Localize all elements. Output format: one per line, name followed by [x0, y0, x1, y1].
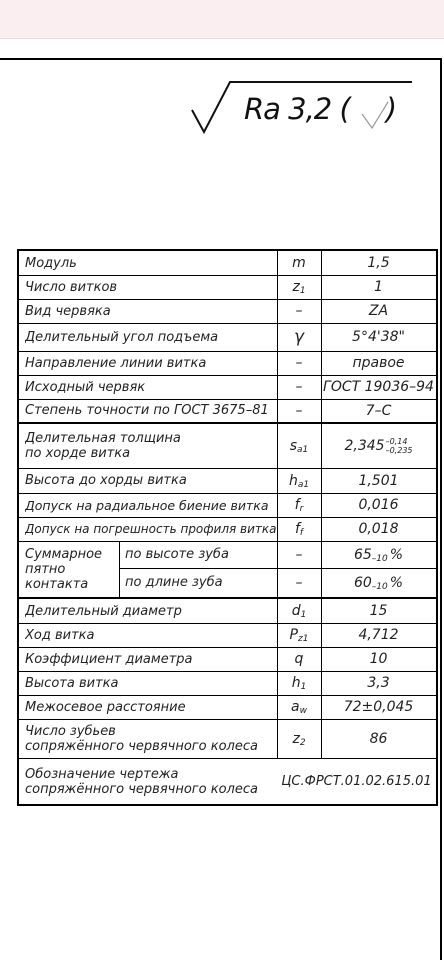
- param-value: 2,345 –0,14 –0,235: [344, 437, 413, 455]
- param-value: 0,018: [358, 521, 399, 537]
- param-name: Коэффициент диаметра: [25, 651, 193, 667]
- param-subname: по длине зуба: [125, 575, 223, 590]
- param-value: 4,712: [358, 627, 399, 643]
- param-name: Число зубьев сопряжённого червячного колеса: [25, 723, 258, 754]
- param-name: Степень точности по ГОСТ 3675–81: [25, 403, 269, 418]
- param-value: 65 –10 %: [353, 546, 404, 564]
- param-symbol: –: [295, 303, 303, 319]
- param-name: Допуск на радиальное биение витка: [25, 497, 269, 513]
- param-symbol: f f: [294, 521, 304, 538]
- param-name: Число витков: [25, 279, 118, 295]
- param-symbol: –: [295, 355, 303, 371]
- param-name: Модуль: [25, 255, 77, 271]
- param-symbol: –: [295, 402, 303, 419]
- param-name: Вид червяка: [25, 303, 111, 319]
- param-symbol: m: [292, 255, 306, 271]
- param-symbol: z 1: [292, 279, 306, 296]
- param-symbol: q: [294, 651, 304, 667]
- param-symbol: –: [295, 574, 303, 591]
- param-name: Делительная толщина по хорде витка: [25, 431, 181, 461]
- param-value: 7–С: [365, 402, 392, 419]
- param-symbol: h a1: [288, 472, 310, 490]
- param-name: Делительный угол подъема: [25, 329, 219, 345]
- param-name: Межосевое расстояние: [25, 699, 186, 715]
- contact-patch-label: Суммарное пятно контакта: [25, 546, 103, 592]
- param-value: 1,5: [367, 255, 390, 271]
- param-symbol: a w: [291, 699, 307, 716]
- param-value: 3,3: [367, 675, 390, 691]
- param-name: Высота до хорды витка: [25, 473, 187, 488]
- param-value: 5°4'38": [352, 329, 405, 345]
- param-name: Делительный диаметр: [25, 603, 182, 619]
- drawing-number: ЦС.ФРСТ.01.02.615.01: [281, 774, 432, 789]
- param-symbol: z 2: [292, 730, 306, 748]
- roughness-tail: ): [385, 92, 397, 126]
- param-value: ГОСТ 19036–94: [323, 379, 434, 395]
- param-value: 10: [369, 651, 388, 667]
- param-name: Обозначение чертежа сопряжённого червячного колеса: [25, 766, 258, 797]
- param-symbol: d 1: [291, 603, 307, 620]
- param-symbol: –: [295, 546, 303, 563]
- param-symbol: h 1: [291, 675, 307, 692]
- worm-parameters-table: [17, 249, 438, 806]
- param-name: Исходный червяк: [25, 379, 146, 395]
- param-value: 60 –10 %: [353, 574, 404, 592]
- param-value: ZA: [368, 303, 389, 319]
- param-symbol: P z1: [289, 627, 309, 644]
- param-name: Допуск на погрешность профиля витка: [25, 521, 277, 536]
- roughness-label: [244, 92, 396, 126]
- param-value: 1,501: [358, 472, 399, 489]
- param-value: 1: [374, 279, 383, 295]
- param-value: 0,016: [358, 497, 399, 513]
- roughness-value: Ra 3,2 (: [244, 92, 350, 126]
- param-subname: по высоте зуба: [125, 547, 229, 562]
- param-value: 86: [369, 730, 388, 747]
- param-value: правое: [352, 355, 405, 371]
- column-divider: [119, 541, 120, 597]
- param-value: 72±0,045: [343, 699, 414, 715]
- param-name: Направление линии витка: [25, 355, 207, 371]
- param-name: Ход витка: [25, 627, 95, 643]
- browser-top-bar: [0, 0, 444, 39]
- param-symbol: s a1: [289, 438, 309, 455]
- param-name: Высота витка: [25, 675, 119, 691]
- param-value: 15: [369, 603, 388, 619]
- param-symbol: –: [295, 379, 303, 395]
- param-symbol: γ: [293, 327, 305, 347]
- param-symbol: f r: [294, 497, 304, 514]
